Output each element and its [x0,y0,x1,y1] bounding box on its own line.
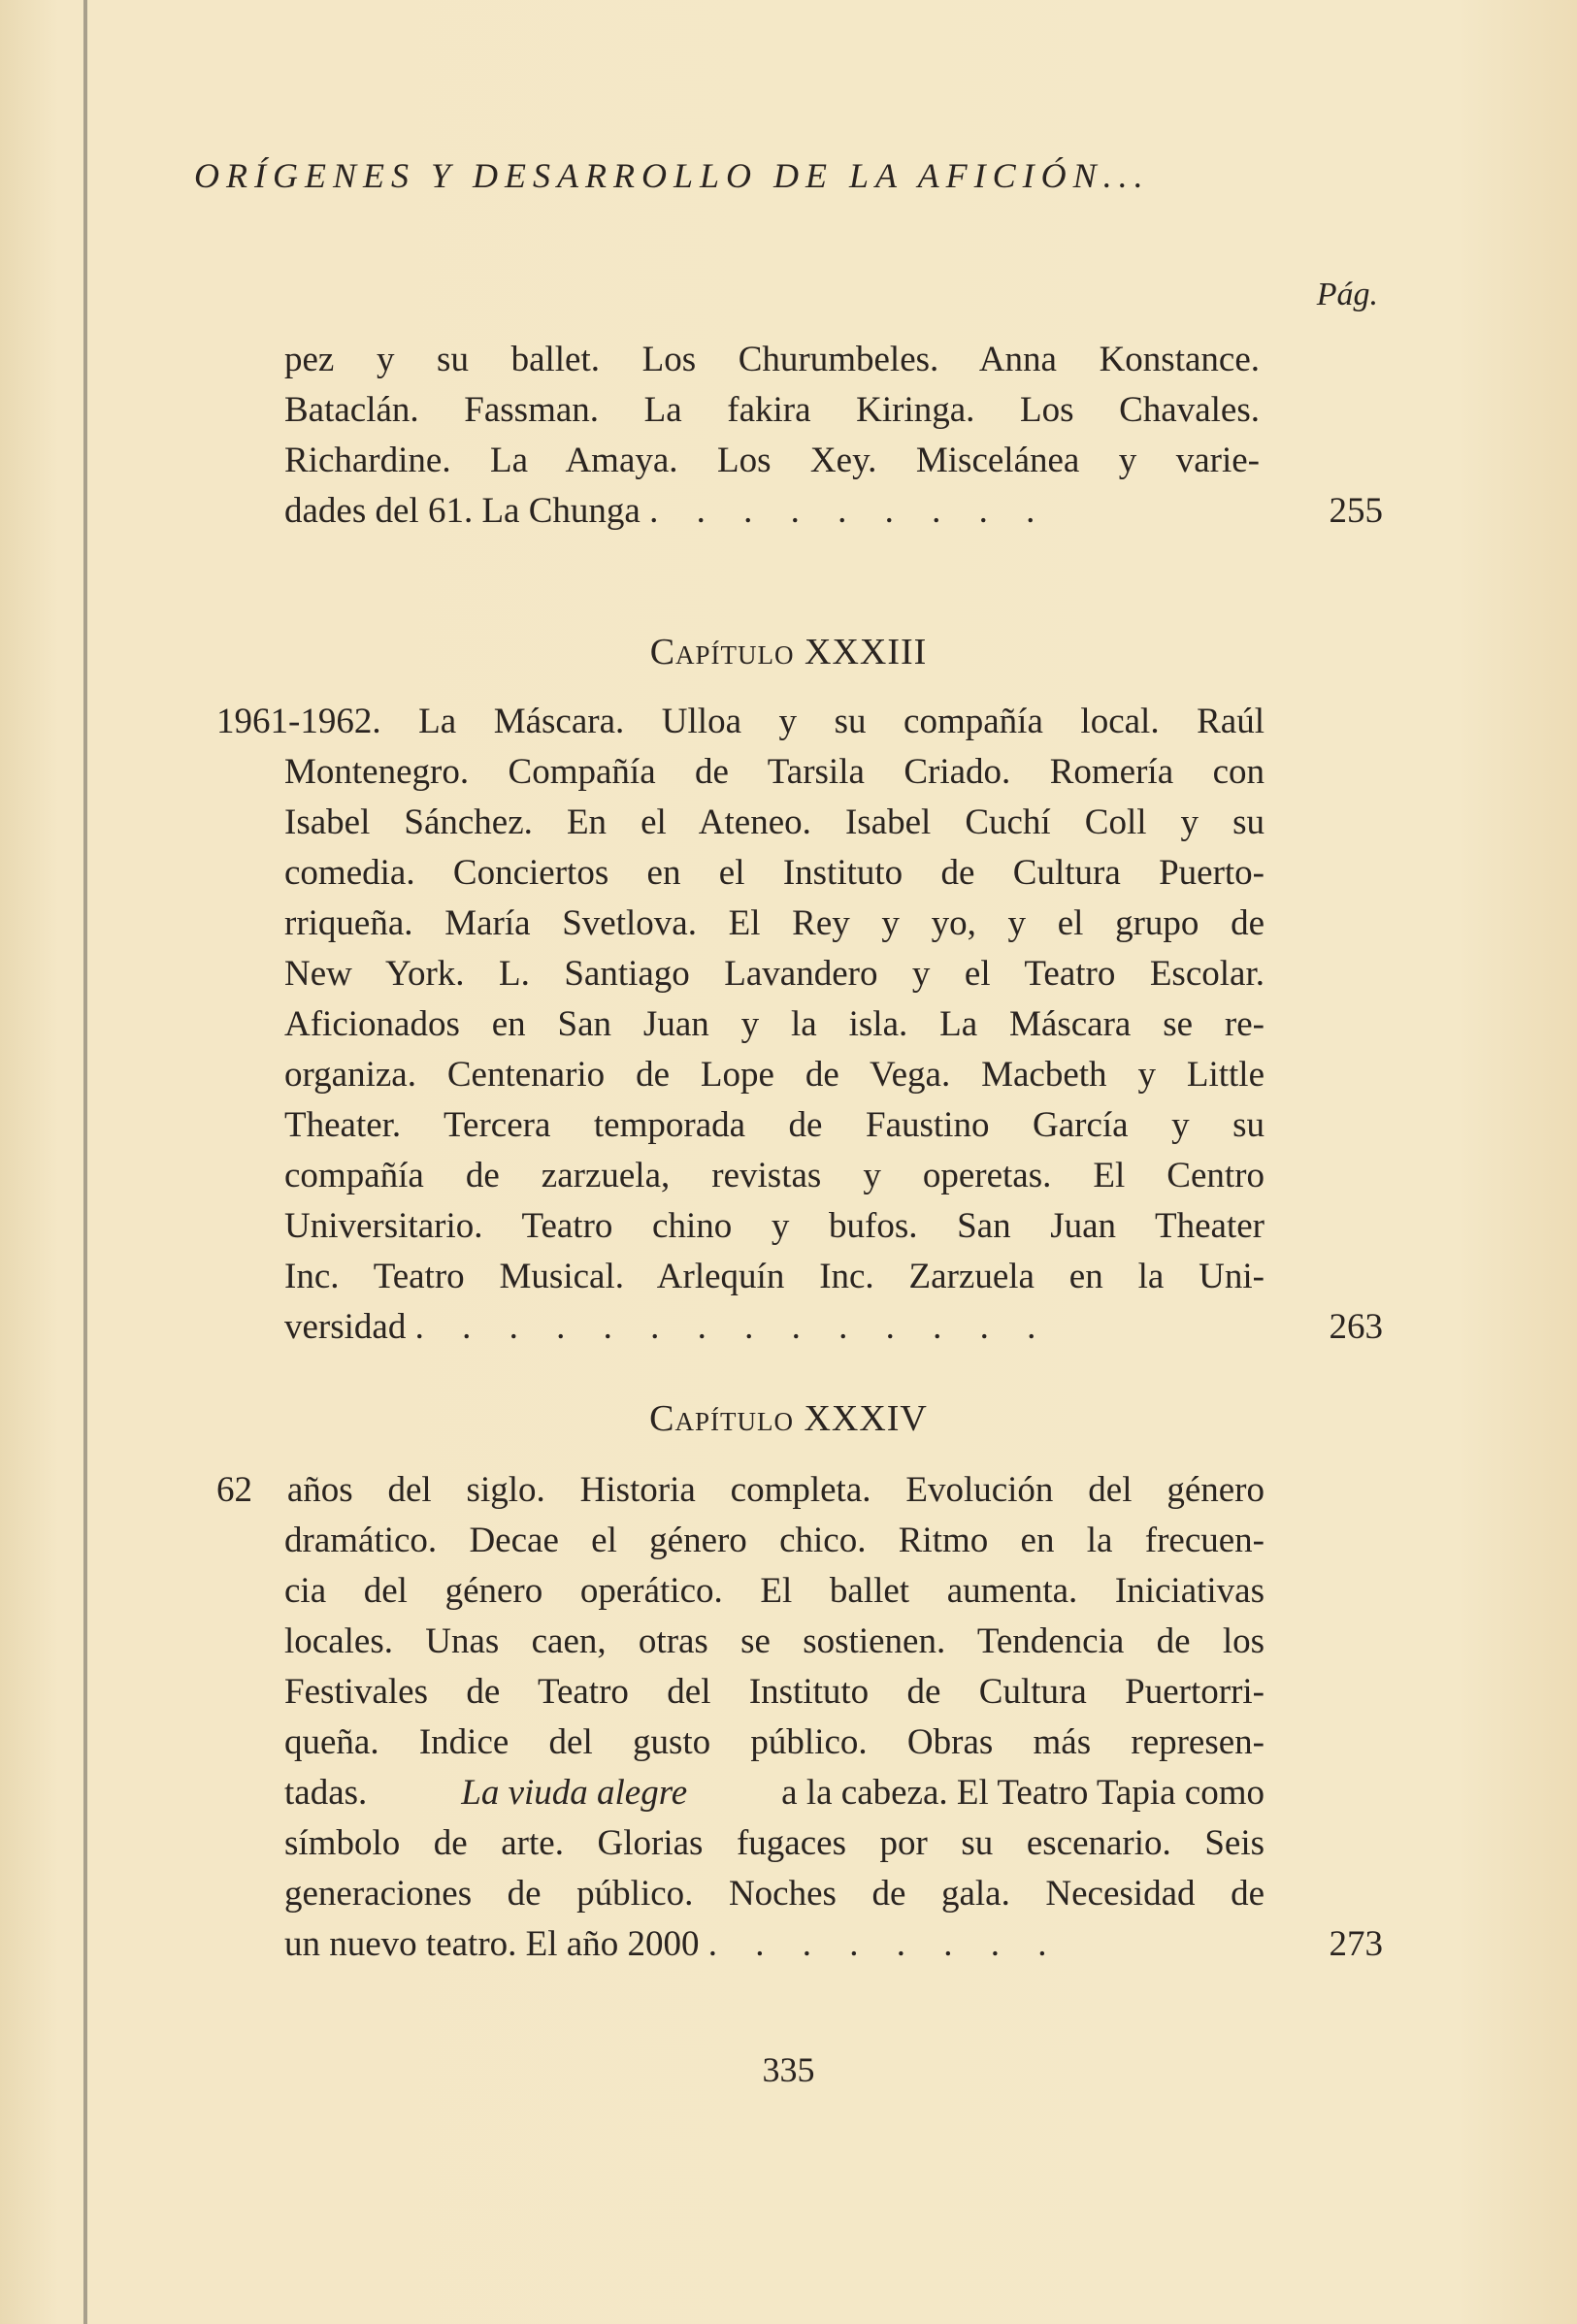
entry-line: Richardine. La Amaya. Los Xey. Miscelánea y varie- [284,441,1260,480]
entry-line: 1961-1962. La Máscara. Ulloa y su compañía local. Raúl [216,702,1265,741]
page-number: 263 [1329,1307,1383,1347]
entry-line: 62 años del siglo. Historia completa. Evolución del género [216,1470,1265,1510]
entry-line: un nuevo teatro. El año 2000 [284,1924,700,1964]
entry-line: compañía de zarzuela, revistas y operetas. El Centro [284,1156,1265,1195]
entry-line: pez y su ballet. Los Churumbeles. Anna Konstance. [284,340,1260,379]
folio-page-number: 335 [762,2050,815,2089]
entry-line: dades del 61. La Chunga [284,491,641,531]
italic-title: La viuda alegre [461,1773,688,1813]
page-number: 255 [1329,491,1383,531]
running-head: ORÍGENES Y DESARROLLO DE LA AFICIÓN... [194,156,1150,195]
entry-line: rriqueña. María Svetlova. El Rey y yo, y el grupo de [284,903,1265,943]
entry-line: Festivales de Teatro del Instituto de Cultura Puertorri- [284,1672,1265,1712]
toc-entry-2 [216,697,1383,1353]
entry-line: Montenegro. Compañía de Tarsila Criado. Romería con [284,752,1265,792]
entry-line: símbolo de arte. Glorias fugaces por su escenario. Seis [284,1823,1265,1863]
entry-line: Aficionados en San Juan y la isla. La Máscara se re- [284,1004,1265,1044]
dot-leader: . . . . . . . . [707,1924,1062,1964]
entry-line: queña. Indice del gusto público. Obras más represen- [284,1722,1265,1762]
dot-leader: . . . . . . . . . . . . . . [414,1307,1051,1347]
entry-line: comedia. Conciertos en el Instituto de Cultura Puerto- [284,853,1265,893]
entry-line: Isabel Sánchez. En el Ateneo. Isabel Cuchí Coll y su [284,802,1265,842]
entry-line: Inc. Teatro Musical. Arlequín Inc. Zarzuela en la Uni- [284,1257,1265,1296]
entry-line: cia del género operático. El ballet aumenta. Iniciativas [284,1571,1265,1611]
page-column-label: Pág. [1316,277,1378,312]
entry-line: Universitario. Teatro chino y bufos. San Juan Theater [284,1206,1265,1246]
entry-line: New York. L. Santiago Lavandero y el Teatro Escolar. [284,954,1265,994]
chapter-heading-xxxiv: Capítulo XXXIV [649,1398,928,1439]
chapter-heading-xxxiii: Capítulo XXXIII [649,632,928,672]
toc-entry-1 [284,335,1383,537]
entry-last-line [284,486,1383,537]
page-binding-edge [83,0,87,2324]
entry-line: Theater. Tercera temporada de Faustino García y su [284,1105,1265,1145]
entry-line: generaciones de público. Noches de gala. Necesidad de [284,1874,1265,1914]
entry-line: organiza. Centenario de Lope de Vega. Macbeth y Little [284,1055,1265,1095]
entry-line: dramático. Decae el género chico. Ritmo en la frecuen- [284,1521,1265,1560]
entry-last-line [284,1919,1383,1970]
entry-line: versidad [284,1307,407,1347]
page-number: 273 [1329,1924,1383,1964]
entry-line: locales. Unas caen, otras se sostienen. Tendencia de los [284,1621,1265,1661]
dot-leader: . . . . . . . . . [649,491,1050,531]
entry-last-line [284,1302,1383,1353]
entry-line: Bataclán. Fassman. La fakira Kiringa. Los Chavales. [284,390,1260,430]
entry-line-with-italic: tadas. La viuda alegre a la cabeza. El Teatro Tapia como [284,1768,1265,1818]
toc-entry-3 [216,1465,1383,1970]
